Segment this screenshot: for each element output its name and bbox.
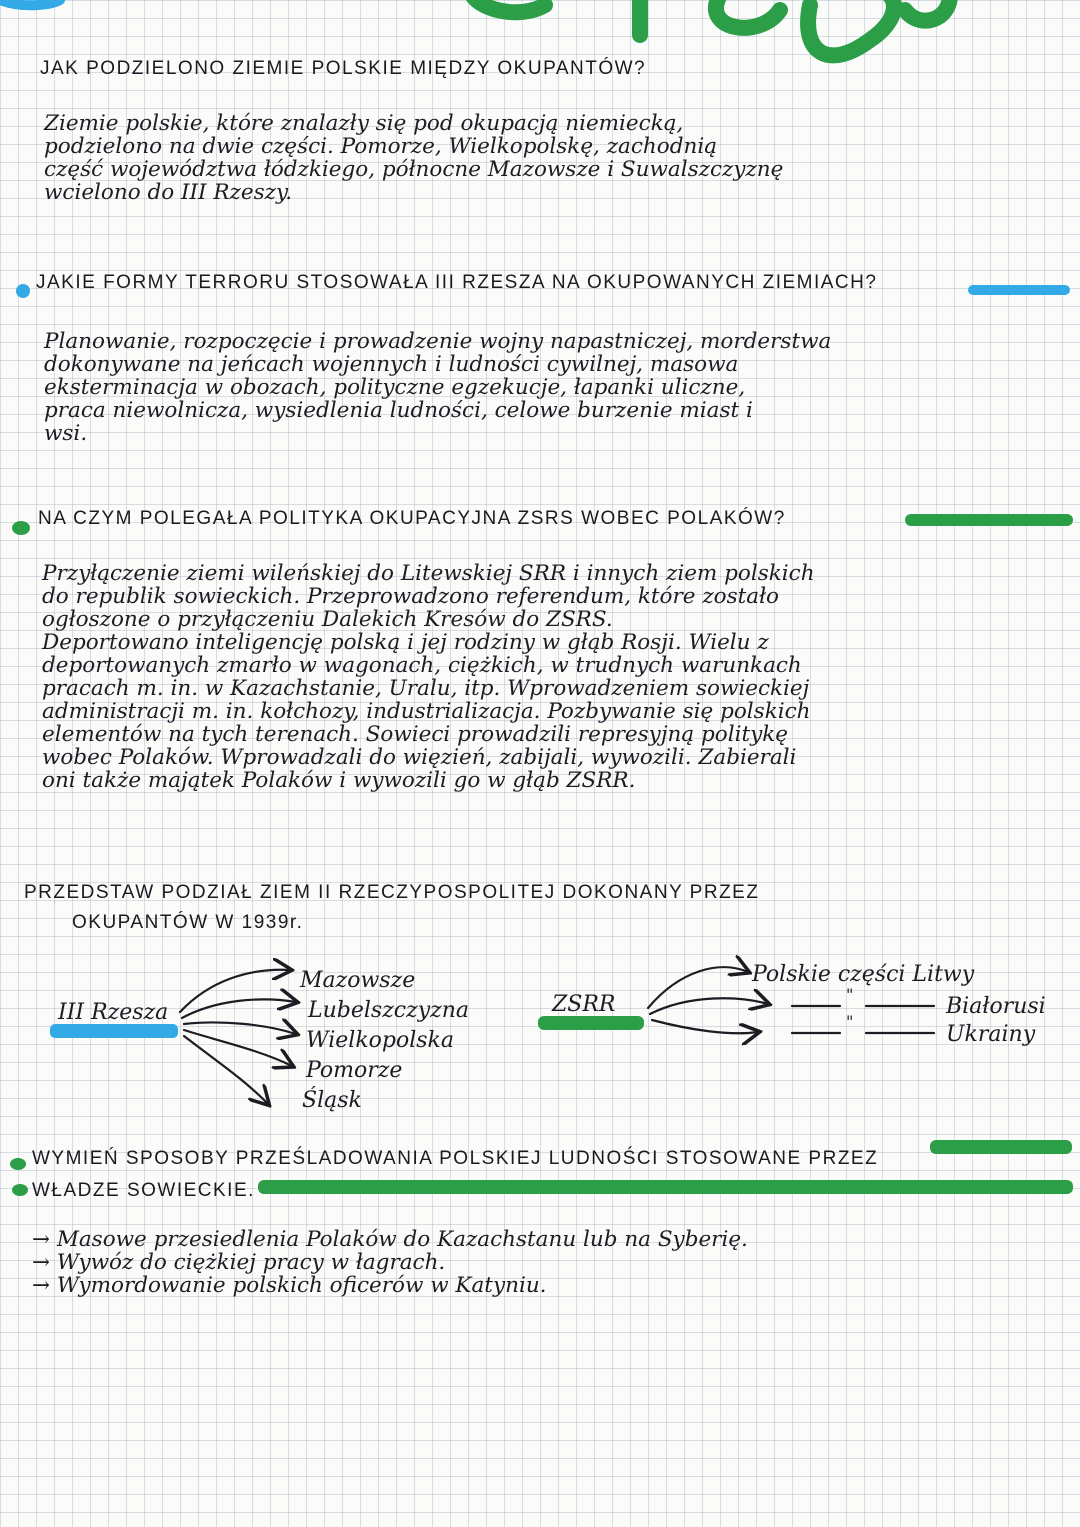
- green-bullet: [10, 1158, 26, 1170]
- answer-3-line: elementów na tych terenach. Sowieci prowadzili represyjną politykę: [42, 722, 788, 747]
- answer-2-line: praca niewolnicza, wysiedlenia ludności, celowe burzenie miast i: [44, 398, 753, 423]
- answer-3: [42, 562, 815, 792]
- diagram-target: Mazowsze: [300, 968, 416, 993]
- question-4-line-1: PRZEDSTAW PODZIAŁ ZIEM II RZECZYPOSPOLITEJ DOKONANY PRZEZ: [24, 882, 760, 903]
- green-highlight: [258, 1180, 1073, 1194]
- answer-2-line: eksterminacja w obozach, polityczne egzekucje, łapanki uliczne,: [44, 375, 746, 400]
- diagram-target: Pomorze: [306, 1058, 403, 1083]
- answer-3-line: pracach m. in. w Kazachstanie, Uralu, itp. Wprowadzeniem sowieckiej: [42, 676, 810, 701]
- answer-5-line: → Wywóz do ciężkiej pracy w łagrach.: [32, 1250, 446, 1275]
- answer-3-line: wobec Polaków. Wprowadzali do więzień, zabijali, wywozili. Zabierali: [42, 745, 797, 770]
- answer-5-line: → Wymordowanie polskich oficerów w Katyniu.: [32, 1273, 547, 1298]
- diagram-target: Ukrainy: [946, 1022, 1036, 1047]
- green-bullet: [12, 1184, 28, 1196]
- question-1: JAK PODZIELONO ZIEMIE POLSKIE MIĘDZY OKUPANTÓW?: [40, 58, 647, 79]
- question-5-line-1: WYMIEŃ SPOSOBY PRZEŚLADOWANIA POLSKIEJ LUDNOŚCI STOSOWANE PRZEZ: [32, 1148, 879, 1169]
- answer-3-line: administracji m. in. kołchozy, industrializacja. Pozbywanie się polskich: [42, 699, 811, 724]
- question-4-line-2: OKUPANTÓW W 1939r.: [72, 912, 304, 933]
- green-bullet: [12, 521, 30, 535]
- diagram-target: Białorusi: [946, 994, 1046, 1019]
- answer-1-line: Ziemie polskie, które znalazły się pod okupacją niemiecką,: [44, 111, 684, 136]
- blue-highlight: [968, 285, 1070, 295]
- answer-3-line: oni także majątek Polaków i wywozili go w głąb ZSRR.: [42, 768, 636, 793]
- ditto-mark: ": [846, 1012, 854, 1031]
- answer-2-line: Planowanie, rozpoczęcie i prowadzenie wojny napastniczej, morderstwa: [44, 329, 832, 354]
- green-highlight: [538, 1016, 644, 1030]
- answer-5: [32, 1228, 748, 1297]
- answer-3-line: Deportowano inteligencję polską i jej rodziny w głąb Rosji. Wielu z: [42, 630, 769, 655]
- answer-3-line: do republik sowieckich. Przeprowadzono referendum, które zostało: [42, 584, 779, 609]
- answer-3-line: Przyłączenie ziemi wileńskiej do Litewskiej SRR i innych ziem polskich: [42, 561, 815, 586]
- answer-1-line: podzielono na dwie części. Pomorze, Wielkopolskę, zachodnią: [44, 134, 718, 159]
- answer-1: [44, 112, 783, 204]
- answer-2-line: dokonywane na jeńcach wojennych i ludności cywilnej, masowa: [44, 352, 739, 377]
- diagram-target: Śląsk: [302, 1088, 362, 1113]
- diagram-target: Lubelszczyzna: [308, 998, 470, 1023]
- diagram-target: Wielkopolska: [306, 1028, 454, 1053]
- diagram-target: Polskie części Litwy: [752, 962, 975, 987]
- answer-3-line: ogłoszone o przyłączeniu Dalekich Kresów do ZSRS.: [42, 607, 613, 632]
- answer-2-line: wsi.: [44, 421, 88, 446]
- answer-5-line: → Masowe przesiedlenia Polaków do Kazachstanu lub na Syberię.: [32, 1227, 748, 1252]
- answer-1-line: część województwa łódzkiego, północne Mazowsze i Suwalszczyznę: [44, 157, 784, 182]
- blue-highlight: [50, 1024, 178, 1038]
- diagram-source-reich: III Rzesza: [58, 1000, 169, 1025]
- diagram-source-ussr: ZSRR: [552, 992, 616, 1017]
- green-highlight: [905, 514, 1073, 526]
- question-5-line-2: WŁADZE SOWIECKIE.: [32, 1180, 255, 1201]
- answer-1-line: wcielono do III Rzeszy.: [44, 180, 293, 205]
- blue-bullet: [16, 284, 30, 298]
- ditto-mark: ": [846, 985, 854, 1004]
- answer-2: [44, 330, 831, 445]
- question-2: JAKIE FORMY TERRORU STOSOWAŁA III RZESZA NA OKUPOWANYCH ZIEMIACH?: [36, 272, 878, 293]
- green-highlight: [930, 1140, 1072, 1154]
- question-3: NA CZYM POLEGAŁA POLITYKA OKUPACYJNA ZSRS WOBEC POLAKÓW?: [38, 508, 786, 529]
- answer-3-line: deportowanych zmarło w wagonach, ciężkich, w trudnych warunkach: [42, 653, 802, 678]
